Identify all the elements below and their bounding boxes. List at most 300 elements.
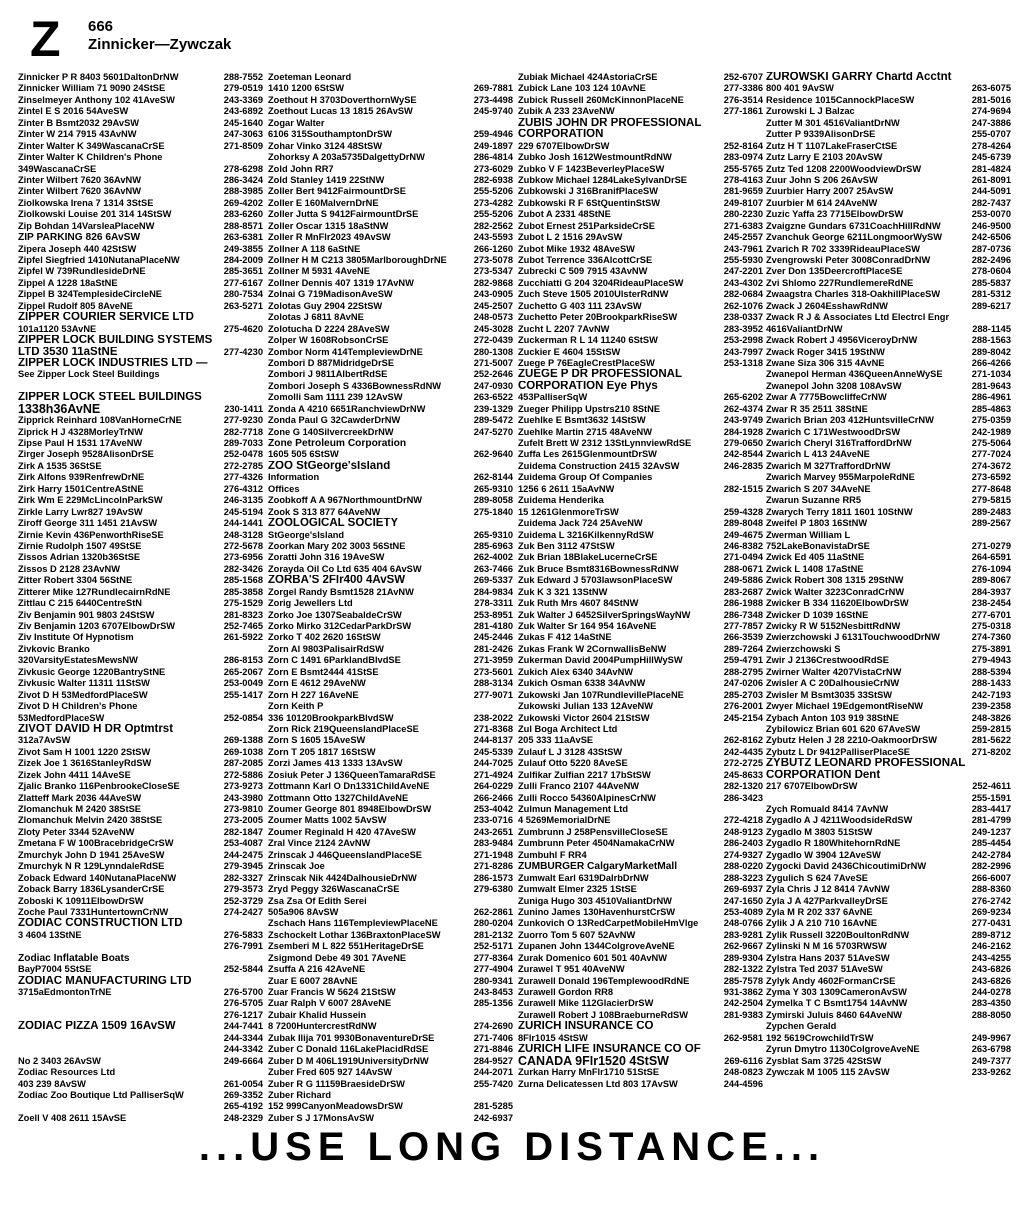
phone-number: 282-7437 xyxy=(971,197,1011,208)
phone-number: 255-5206 xyxy=(473,209,513,220)
phone-number: 243-6826 xyxy=(971,975,1011,986)
phone-number: 283-4350 xyxy=(971,998,1011,1009)
phone-number: 244-7025 xyxy=(473,758,513,769)
listing-entry xyxy=(18,232,263,243)
listing-name: Zutz Larry E 2103 20AvSW xyxy=(766,152,883,163)
phone-number: 286-1573 xyxy=(473,872,513,883)
phone-number: 246-9500 xyxy=(971,220,1011,231)
listing-entry xyxy=(18,564,263,575)
listing-entry xyxy=(766,244,1011,255)
listing-name: 1605 505 6StSW xyxy=(268,449,339,460)
listing-name: Zuar Ralph V 6007 28AveNE xyxy=(268,998,392,1009)
listing-name: Zoobkoff A A 967NorthmountDrNW xyxy=(268,495,423,506)
phone-number: 246-8382 xyxy=(723,540,763,551)
phone-number: 249-5886 xyxy=(723,575,763,586)
listing-name: Zuar E 6007 28AvNE xyxy=(268,975,358,986)
listing-name: Zver Don 135DeercroftPlaceSE xyxy=(766,266,903,277)
listing-name: Zulmun Management Ltd xyxy=(518,804,629,814)
phone-number: 263-7466 xyxy=(473,563,513,574)
listing-entry xyxy=(518,587,763,598)
listing-name: Zoback Barry 1836LysanderCrSE xyxy=(18,884,165,895)
listing-entry xyxy=(268,72,513,83)
listing-name: 152 999CanyonMeadowsDrSW xyxy=(268,1101,403,1112)
phone-number: 288-1433 xyxy=(971,678,1011,689)
listing-name: Zoethout Lucas 13 1815 26AvSW xyxy=(268,106,413,117)
listing-entry xyxy=(268,998,513,1009)
listing-name: Zwir J 2136CrestwoodRdSE xyxy=(766,655,889,666)
listing-name: Zubot A 2331 48StNE xyxy=(518,209,611,220)
phone-number: 282-6938 xyxy=(473,174,513,185)
phone-number: 277-6701 xyxy=(971,609,1011,620)
phone-number: 282-1320 xyxy=(723,781,763,792)
phone-number: 265-4192 xyxy=(223,1101,263,1112)
listing-name: Zmurchyk John D 1941 25AveSW xyxy=(18,849,165,860)
listing-name: Zoller Oscar 1315 18aStNW xyxy=(268,220,389,231)
listing-name: Zymirski Juluis 8460 64AveNW xyxy=(766,1009,903,1020)
listing-name: Zwick Ed 405 11aStNE xyxy=(766,552,865,563)
listing-entry xyxy=(18,735,263,746)
listing-name: Zwarich Marvey 955MarpoleRdNE xyxy=(766,472,915,483)
listing-entry xyxy=(766,598,1011,609)
listing-name: Zsa Zsa Of Edith Serei xyxy=(268,895,367,906)
listing-name: Zwick Walter 3223ConradCrNW xyxy=(766,586,905,597)
phone-number: 253-0049 xyxy=(223,678,263,689)
listing-entry xyxy=(18,301,263,312)
listing-entry xyxy=(268,598,513,609)
listing-entry xyxy=(518,598,763,609)
phone-number: 272-5886 xyxy=(223,769,263,780)
listing-entry xyxy=(268,266,513,277)
phone-number: 277-9071 xyxy=(473,689,513,700)
phone-number: 281-4180 xyxy=(473,621,513,631)
phone-number: 248-3826 xyxy=(971,712,1011,723)
listing-entry xyxy=(766,781,1011,792)
listing-name: Zumbrunn J 258PensvilleCloseSE xyxy=(518,826,668,837)
listing-entry xyxy=(18,118,263,129)
phone-number: 261-8091 xyxy=(971,174,1011,185)
listing-entry xyxy=(268,838,513,849)
phone-number: 261-5922 xyxy=(223,632,263,643)
listing-entry xyxy=(268,1044,513,1055)
phone-number: 269-4202 xyxy=(223,197,263,208)
listing-entry xyxy=(18,987,263,998)
listing-name: Zukowski Victor 2604 21StSW xyxy=(518,712,650,723)
listing-entry xyxy=(766,209,1011,220)
listing-entry xyxy=(766,930,1011,941)
listing-name: Zirnie Kevin 436PenworthRiseSE xyxy=(18,529,164,540)
phone-number: 288-3134 xyxy=(473,678,513,689)
phone-number: 255-5206 xyxy=(473,186,513,197)
listing-name: Zoumer George 801 8948ElbowDrSW xyxy=(268,804,432,814)
phone-number: 266-2466 xyxy=(473,792,513,803)
listing-name: Zipse Paul H 1531 17AveNW xyxy=(18,438,143,448)
phone-number: 271-7406 xyxy=(473,1032,513,1043)
listing-entry xyxy=(518,347,763,358)
phone-number: 247-1650 xyxy=(723,895,763,906)
listing-name: Zurawell Gordon RR8 xyxy=(518,987,614,997)
listing-name: Zukas Frank W 2CornwallisBeNW xyxy=(518,643,667,654)
listing-name: Zoumer Matts 1002 5AvSW xyxy=(268,815,387,826)
listing-name: Zsuffa A 216 42AveNE xyxy=(268,964,366,975)
listing-entry xyxy=(518,850,763,861)
phone-number: 277-8648 xyxy=(971,483,1011,494)
phone-number: 245-2154 xyxy=(723,712,763,723)
listing-name: Zizek John 4411 14AveSE xyxy=(18,769,131,780)
phone-number: 244-1441 xyxy=(223,518,263,529)
listing-entry xyxy=(518,255,763,266)
page-number: 666 xyxy=(88,18,114,35)
listing-entry xyxy=(268,278,513,289)
listing-entry xyxy=(18,1113,263,1124)
listing-entry xyxy=(766,896,1011,907)
listing-entry xyxy=(18,347,263,358)
phone-number: 288-8050 xyxy=(971,1009,1011,1020)
listing-entry xyxy=(766,129,1011,140)
column-3 xyxy=(518,72,763,1090)
listing-name: Zuidema Construction 2415 32AvSW xyxy=(518,460,680,471)
listing-name: Zutz Ted 1208 2200WoodviewDrSW xyxy=(766,163,922,174)
phone-number: 261-0054 xyxy=(223,1078,263,1089)
listing-entry xyxy=(18,461,263,472)
phone-number: 269-7881 xyxy=(473,83,513,94)
listing-name: Zukich Alex 6340 34AvNW xyxy=(518,666,634,677)
listing-name: Zrinscak Nik 4424DalhousieDrNW xyxy=(268,872,417,883)
listing-entry xyxy=(766,564,1011,575)
listing-entry xyxy=(18,827,263,838)
listing-entry xyxy=(766,186,1011,197)
phone-number: 242-8544 xyxy=(723,449,763,460)
listing-name: 6106 315SouthamptonDrSW xyxy=(268,129,392,140)
listing-entry xyxy=(18,324,263,335)
listing-entry xyxy=(18,838,263,849)
phone-number: 282-2996 xyxy=(971,861,1011,872)
phone-number: 286-3423 xyxy=(723,792,763,803)
phone-number: 243-7961 xyxy=(723,243,763,254)
listing-entry xyxy=(18,507,263,518)
phone-number: 243-8453 xyxy=(473,987,513,997)
phone-number: 246-3135 xyxy=(223,495,263,506)
listing-name: ZIPPER COURIER SERVICE LTD xyxy=(18,312,194,324)
phone-number: 275-0318 xyxy=(971,621,1011,631)
phone-number: 288-2795 xyxy=(723,666,763,677)
phone-number: 252-5844 xyxy=(223,964,263,975)
phone-number: 244-3344 xyxy=(223,1032,263,1043)
phone-number: 286-2403 xyxy=(723,838,763,849)
phone-number: 242-4435 xyxy=(723,746,763,757)
listing-entry xyxy=(18,621,263,632)
listing-name: Zylstra Ted 2037 51AveSW xyxy=(766,964,883,975)
phone-number: 247-5270 xyxy=(473,426,513,437)
listing-entry xyxy=(766,392,1011,403)
listing-entry xyxy=(268,1021,513,1032)
listing-entry xyxy=(268,358,513,369)
phone-number: 289-2567 xyxy=(971,518,1011,529)
phone-number: 280-2230 xyxy=(723,209,763,220)
listing-name: Zyla Chris J 12 8414 7AvNW xyxy=(766,884,890,895)
listing-name: Zirk Wm E 229McLincolnParkSW xyxy=(18,495,163,506)
phone-number: 263-6798 xyxy=(971,1044,1011,1055)
phone-number: 271-6383 xyxy=(723,220,763,231)
listing-name: Zollner A 118 6aStNE xyxy=(268,243,361,254)
listing-entry xyxy=(18,83,263,94)
listing-name: Ziv Benjamin 1203 6707ElbowDrSW xyxy=(18,621,176,631)
phone-number: 282-0684 xyxy=(723,289,763,300)
listing-name: Zottmann Otto 1327ChildAveNE xyxy=(268,792,409,803)
listing-entry xyxy=(268,815,513,826)
phone-number: 277-6167 xyxy=(223,277,263,288)
phone-number: 253-4042 xyxy=(473,804,513,814)
phone-number: 281-4824 xyxy=(971,163,1011,174)
listing-name: 4 5269MemorialDrNE xyxy=(518,815,611,826)
listing-entry xyxy=(268,644,513,655)
listing-entry xyxy=(268,713,513,724)
phone-number: 262-2861 xyxy=(473,906,513,917)
phone-number: 248-0766 xyxy=(723,918,763,929)
phone-number: 288-8360 xyxy=(971,884,1011,895)
listing-entry xyxy=(18,1044,263,1055)
listing-entry xyxy=(18,1021,263,1032)
listing-entry xyxy=(268,587,513,598)
phone-number: 278-3311 xyxy=(474,598,513,609)
listing-name: Zrinscak Joe xyxy=(268,861,325,872)
phone-number: 244-3342 xyxy=(223,1044,263,1055)
phone-number: 266-4266 xyxy=(971,357,1011,368)
listing-entry xyxy=(268,255,513,266)
listing-entry xyxy=(18,713,263,724)
phone-number: 252-5171 xyxy=(473,941,513,952)
listing-name: Zone Petroleum Corporation xyxy=(268,438,407,449)
listing-entry xyxy=(18,793,263,804)
listing-entry xyxy=(766,964,1011,975)
phone-number: 280-7534 xyxy=(223,289,263,300)
phone-number: 289-8042 xyxy=(971,346,1011,357)
listing-name: Zygulich S 624 7AveSE xyxy=(766,872,868,883)
column-4 xyxy=(766,72,1011,1079)
listing-entry xyxy=(766,632,1011,643)
listing-name: Zrinscak J 446QueenslandPlaceSE xyxy=(268,849,422,860)
listing-entry xyxy=(268,884,513,895)
listing-entry xyxy=(518,106,763,117)
listing-name: Zuur John S 206 26AvSW xyxy=(766,174,878,185)
listing-name: Zwanepol Herman 436QueenAnneWySE xyxy=(766,369,943,380)
phone-number: 244-8137 xyxy=(473,735,513,746)
listing-name: Zubair Khalid Hussein xyxy=(268,1009,367,1020)
phone-number: 262-9667 xyxy=(723,941,763,952)
listing-name: Ziv Institute Of Hypnotism xyxy=(18,632,134,643)
phone-number: 277-4904 xyxy=(473,964,513,975)
listing-name: Zwar R 35 2511 38StNE xyxy=(766,403,868,414)
listing-entry xyxy=(518,644,763,655)
phone-number: 274-9694 xyxy=(971,106,1011,117)
listing-name: Zorn Keith P xyxy=(268,701,324,712)
listing-name: 1256 6 2611 15aAvNW xyxy=(518,483,615,494)
phone-number: 264-0229 xyxy=(473,781,513,792)
listing-name: Zuk Ruth Mrs 4607 84StNW xyxy=(518,598,639,609)
listing-entry xyxy=(268,575,513,586)
phone-number: 271-5007 xyxy=(473,357,513,368)
listing-entry xyxy=(268,827,513,838)
phone-number: 282-7718 xyxy=(223,426,263,437)
listing-entry xyxy=(18,644,263,655)
listing-entry xyxy=(268,1101,513,1112)
listing-entry xyxy=(268,404,513,415)
listing-entry xyxy=(18,587,263,598)
phone-number: 284-9834 xyxy=(473,586,513,597)
listing-name: Zupanen John 1344ColgroveAveNE xyxy=(518,941,675,952)
listing-name: ZODIAC CONSTRUCTION LTD xyxy=(18,918,183,930)
phone-number: 243-0905 xyxy=(473,289,513,300)
listing-entry xyxy=(18,770,263,781)
phone-number: 248-0823 xyxy=(723,1067,763,1078)
listing-name: Zinter Walter K Children's Phone xyxy=(18,152,163,163)
phone-number: 252-0478 xyxy=(223,449,263,460)
phone-number: 275-1529 xyxy=(223,598,263,609)
listing-name: Zvarich R 702 3339RideauPlaceSW xyxy=(766,243,920,254)
listing-entry xyxy=(766,758,1011,769)
listing-name: Zoller E 160MalvernDrNE xyxy=(268,197,379,208)
listing-entry xyxy=(518,129,763,140)
phone-number: 262-9581 xyxy=(723,1032,763,1043)
listing-name: Zodiac Zoo Boutique Ltd PalliserSqW xyxy=(18,1089,184,1100)
phone-number: 286-1988 xyxy=(723,598,763,609)
phone-number: 245-5339 xyxy=(473,746,513,757)
listing-name: ZIVOT DAVID H DR Optmtrst xyxy=(18,723,174,735)
listing-name: Zippel A 1228 18aStNE xyxy=(18,277,118,288)
listing-name: Ziolkowska Irena 7 1314 3StSE xyxy=(18,197,154,208)
phone-number: 262-9640 xyxy=(473,449,513,460)
listing-entry xyxy=(18,747,263,758)
listing-name: Zwarich L 413 24AveNE xyxy=(766,449,870,460)
phone-number: 271-3959 xyxy=(473,655,513,666)
listing-entry xyxy=(18,312,263,323)
listing-entry xyxy=(766,232,1011,243)
listing-entry xyxy=(268,1010,513,1021)
listing-name: Zueger Philipp Upstrs210 8StNE xyxy=(518,403,661,414)
listing-name: Zyla J A 427ParkvalleyDrSE xyxy=(766,895,888,906)
phone-number: 277-4230 xyxy=(223,346,263,357)
listing-name: Information xyxy=(268,472,320,483)
name-range: Zinnicker—Zywczak xyxy=(88,36,232,53)
listing-entry xyxy=(18,998,263,1009)
listing-entry xyxy=(766,941,1011,952)
phone-number: 276-5833 xyxy=(223,929,263,940)
phone-number: 243-6826 xyxy=(971,964,1011,975)
listing-name: Zorn H 227 16AveNE xyxy=(268,689,359,700)
listing-name: ZUBIS JOHN DR PROFESSIONAL xyxy=(518,117,702,129)
phone-number: 285-4863 xyxy=(971,403,1011,414)
listing-entry xyxy=(766,255,1011,266)
listing-entry xyxy=(18,918,263,929)
listing-name: Zukich Osman 6338 34AvNW xyxy=(518,678,646,689)
listing-entry xyxy=(268,690,513,701)
listing-entry xyxy=(268,415,513,426)
listing-name: Zinter Wilbert 7620 36AvNW xyxy=(18,186,142,197)
listing-name: Zivkusic Walter 11311 11StSW xyxy=(18,678,150,689)
phone-number: 245-5194 xyxy=(223,506,263,517)
phone-number: 273-2005 xyxy=(223,815,263,826)
listing-name: Zufelt Brett W 2312 13StLynnviewRdSE xyxy=(518,438,692,448)
listing-name: Zucchiatti G 204 3204RideauPlaceSW xyxy=(518,277,684,288)
listing-name: Zul Boga Architect Ltd xyxy=(518,723,618,734)
listing-name: Zuehlke E Bsmt3632 14StSW xyxy=(518,415,646,426)
listing-name: Zipfel Siegfried 1410NutanaPlaceNW xyxy=(18,255,180,265)
listing-entry xyxy=(518,244,763,255)
listing-name: Zohar Vinko 3124 48StSW xyxy=(268,140,383,151)
phone-number: 279-4943 xyxy=(971,655,1011,666)
phone-number: 263-6381 xyxy=(223,232,263,243)
listing-name: Zoche Paul 7331HuntertownCrNW xyxy=(18,906,169,917)
phone-number: 243-3980 xyxy=(223,792,263,803)
phone-number: 239-2358 xyxy=(971,701,1011,712)
listing-name: ZIP PARKING 826 6AvSW xyxy=(18,232,141,244)
listing-entry xyxy=(518,724,763,735)
listing-name: Zwaagstra Charles 318-OakhillPlaceSW xyxy=(766,289,941,300)
listing-name: ZOOLOGICAL SOCIETY xyxy=(268,518,399,530)
listing-name: Zubot Terrence 336AlcottCrSE xyxy=(518,255,653,265)
listing-entry xyxy=(766,793,1011,804)
phone-number: 272-0439 xyxy=(473,335,513,346)
listing-entry xyxy=(766,358,1011,369)
listing-entry xyxy=(18,1067,263,1078)
listing-entry xyxy=(766,83,1011,94)
phone-number: 277-4326 xyxy=(223,472,263,483)
listing-name: Zuber Fred 605 927 14AvSW xyxy=(268,1067,393,1078)
listing-entry xyxy=(766,312,1011,323)
listing-entry xyxy=(518,152,763,163)
listing-entry xyxy=(518,369,763,380)
listing-entry xyxy=(518,827,763,838)
phone-number: 282-9868 xyxy=(473,277,513,288)
phone-number: 285-2703 xyxy=(723,689,763,700)
listing-entry xyxy=(18,941,263,952)
phone-number: 276-7991 xyxy=(223,941,263,952)
listing-name: Zuckier E 4604 15StSW xyxy=(518,346,621,357)
listing-name: Zuber Richard xyxy=(268,1089,332,1100)
listing-name: Zygadlo A J 4211WoodsideRdSW xyxy=(766,815,913,826)
listing-entry xyxy=(518,438,763,449)
phone-number: 275-5064 xyxy=(971,438,1011,448)
phone-number: 277-7024 xyxy=(971,449,1011,460)
listing-name: Zvanchuk George 6211LongmoorWySW xyxy=(766,232,942,243)
listing-entry xyxy=(766,530,1011,541)
phone-number: 273-6956 xyxy=(223,552,263,563)
listing-name: Zucht L 2207 7AvNW xyxy=(518,323,610,334)
phone-number: 269-5337 xyxy=(473,575,513,586)
phone-number: 273-6592 xyxy=(971,472,1011,483)
listing-entry xyxy=(18,369,263,380)
listing-name: Zinnicker P R 8403 5601DaltonDrNW xyxy=(18,72,179,82)
listing-entry xyxy=(518,713,763,724)
listing-entry xyxy=(18,724,263,735)
listing-name: Zolper W 1608RobsonCrSE xyxy=(268,335,389,346)
listing-entry xyxy=(518,678,763,689)
listing-entry xyxy=(518,289,763,300)
listing-name: Zwyer Michael 19EdgemontRiseNW xyxy=(766,701,924,712)
listing-name: Zurak Domenico 601 501 40AvNW xyxy=(518,952,667,963)
phone-number: 247-3063 xyxy=(223,129,263,140)
listing-entry xyxy=(268,621,513,632)
listing-name: Zysblat Sam 3725 42StSW xyxy=(766,1055,882,1066)
phone-number: 285-7578 xyxy=(723,975,763,986)
listing-name: Zwick L 1408 17aStNE xyxy=(766,563,864,574)
listing-name: Zone G 140SilvercreekDrNW xyxy=(268,426,394,437)
listing-name: Zirk A 1535 36StSE xyxy=(18,460,102,471)
listing-name: Zwack Roger 3415 19StNW xyxy=(766,346,885,357)
listing-entry xyxy=(268,427,513,438)
listing-name: Zoller Bert 9412FairmountDrSE xyxy=(268,186,406,197)
phone-number: 283-2687 xyxy=(723,586,763,597)
listing-entry xyxy=(18,244,263,255)
